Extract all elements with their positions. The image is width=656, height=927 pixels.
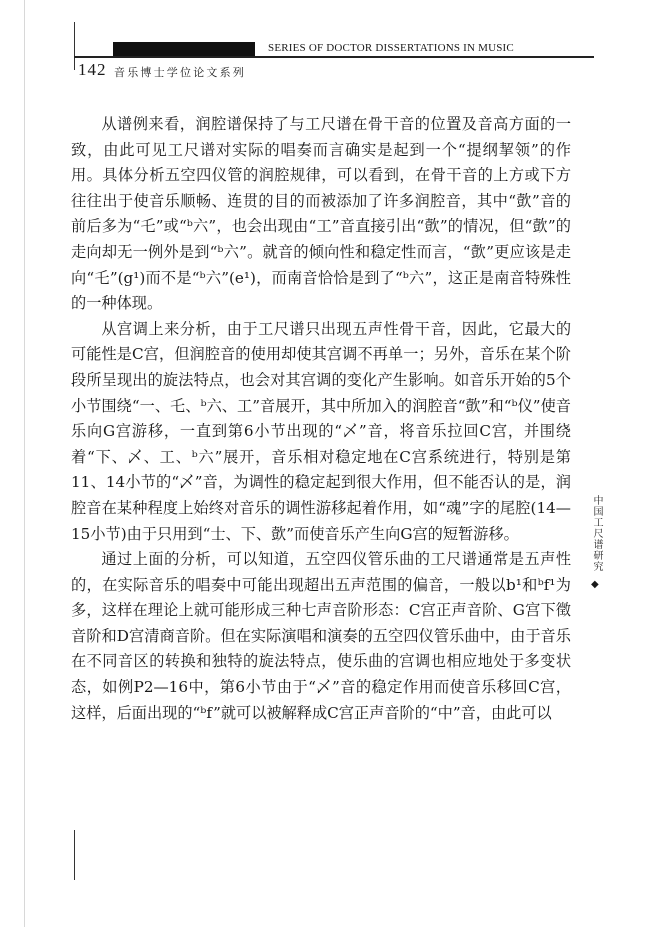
header-series-title: SERIES OF DOCTOR DISSERTATIONS IN MUSIC	[268, 42, 514, 54]
sidebar-diamond-icon: ◆	[591, 579, 599, 590]
header-black-bar	[113, 42, 255, 56]
header-series-chinese: 音乐博士学位论文系列	[114, 66, 246, 79]
margin-mark-top	[74, 22, 75, 70]
paragraph-3: 通过上面的分析，可以知道，五空四仪管乐曲的工尺谱通常是五声性的，在实际音乐的唱奏中可能出现超出五声范围的偏音，一般以b¹和ᵇf¹为多，这样在理论上就可能形成三种七声音阶形态：C宫正声音阶、G宫下徵音阶和D宫清商音阶。但在实际演唱和演奏的五空四仪管乐曲中，由于音乐在不同音区的转换和独特的旋法特点，使乐曲的宫调也相应地处于多变状态，如例P2—16中，第6小节由于“乄”音的稳定作用而使音乐移回C宫，这样，后面出现的“ᵇf”就可以被解释成C宫正声音阶的“中”音，由此可以	[71, 550, 571, 722]
paragraph-2: 从宫调上来分析，由于工尺谱只出现五声性骨干音，因此，它最大的可能性是C宫，但润腔音的使用却使其宫调不再单一；另外，音乐在某个阶段所呈现出的旋法特点，也会对其宫调的变化产生影响。如音乐开始的5个小节围绕“一、乇、ᵇ六、工”音展开，其中所加入的润腔音“㱅”和“ᵇ仪”使音乐向G宫游移，一直到第6小节出现的“乄”音，将音乐拉回C宫，并围绕着“下、乄、工、ᵇ六”展开，音乐相对稳定地在C宫系统进行，特别是第11、14小节的“乄”音，为调性的稳定起到很大作用，但不能否认的是，润腔音在某种程度上始终对音乐的调性游移起着作用，如“魂”字的尾腔(14—15小节)由于只用到“士、下、㱅”而使音乐产生向G宫的短暂游移。	[71, 319, 571, 543]
paragraph-1: 从谱例来看，润腔谱保持了与工尺谱在骨干音的位置及音高方面的一致，由此可见工尺谱对实际的唱奏而言确实是起到一个“提纲挈领”的作用。具体分析五空四仪管的润腔规律，可以看到，在骨干音的上方或下方往往出于使音乐顺畅、连贯的目的而被添加了许多润腔音，其中“㱅”音的前后多为“乇”或“ᵇ六”，也会出现由“工”音直接引出“㱅”的情况，但“㱅”的走向却无一例外是到“ᵇ六”。就音的倾向性和稳定性而言，“㱅”更应该是走向“乇”(g¹)而不是“ᵇ六”(e¹)，而南音恰恰是到了“ᵇ六”，这正是南音特殊性的一种体现。	[71, 115, 571, 313]
sidebar-book-title: 中国工尺谱研究	[591, 495, 602, 572]
page-edge-rule	[24, 0, 25, 927]
margin-mark-bottom	[74, 830, 75, 880]
body-text	[71, 112, 571, 726]
header-rule	[74, 56, 594, 58]
page-number: 142	[78, 60, 107, 79]
